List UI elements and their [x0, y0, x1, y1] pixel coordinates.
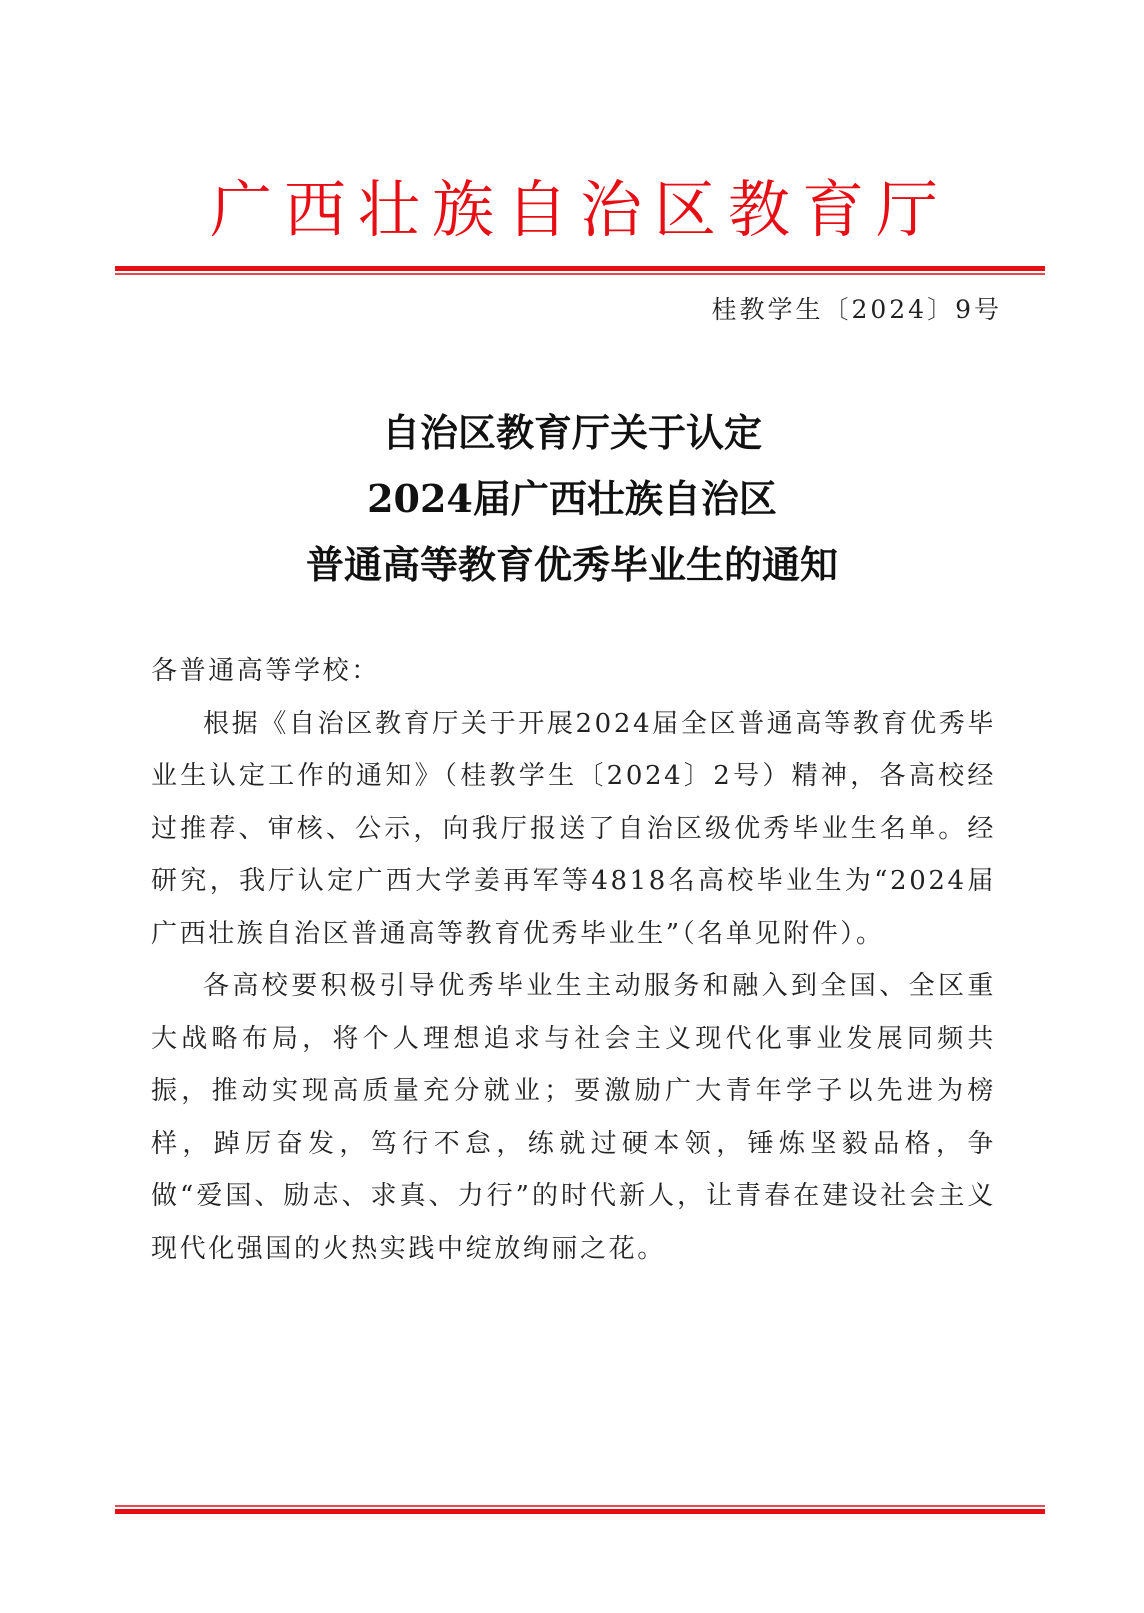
footer-red-rule	[115, 1505, 1045, 1514]
document-body	[151, 645, 996, 1275]
title-line-2: 2024届广西壮族自治区	[367, 476, 777, 521]
masthead-issuer: 广西壮族自治区教育厅	[209, 173, 950, 246]
rule-thin-line	[115, 273, 1045, 275]
masthead-red-rule	[115, 266, 1045, 275]
salutation: 各普通高等学校：	[151, 656, 380, 686]
document-title	[0, 400, 1144, 598]
rule-thick-line	[115, 1509, 1045, 1514]
title-line-1: 自治区教育厅关于认定	[381, 410, 762, 455]
body-paragraph-1: 根据《自治区教育厅关于开展2024届全区普通高等教育优秀毕业生认定工作的通知》（桂教学生〔2024〕2号）精神，各高校经过推荐、审核、公示，向我厅报送了自治区级优秀毕业生名单。经研究，我厅认定广西大学姜再军等4818名高校毕业生为“2024届广西壮族自治区普通高等教育优秀毕业生”（名单见附件）。	[151, 708, 996, 949]
body-paragraph-2: 各高校要积极引导优秀毕业生主动服务和融入到全国、全区重大战略布局，将个人理想追求与社会主义现代化事业发展同频共振，推动实现高质量充分就业；要激励广大青年学子以先进为榜样，踔厉奋发，笃行不怠，练就过硬本领，锤炼坚毅品格，争做“爱国、励志、求真、力行”的时代新人，让青春在建设社会主义现代化强国的火热实践中绽放绚丽之花。	[151, 971, 996, 1264]
document-number: 桂教学生〔2024〕9号	[711, 295, 1002, 324]
title-line-3: 普通高等教育优秀毕业生的通知	[305, 542, 838, 587]
